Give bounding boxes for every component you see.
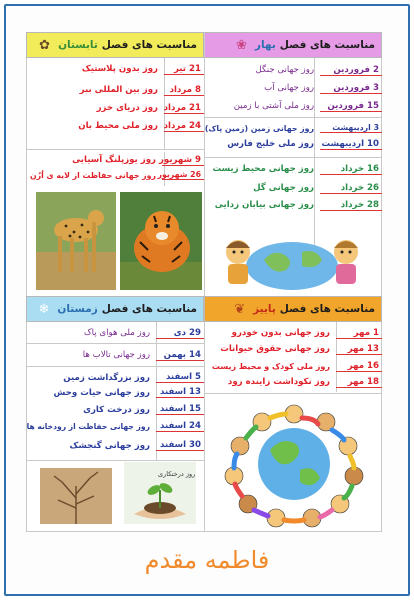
autumn-row-3 <box>204 359 382 373</box>
winter-event-6: روز جهانی حفاظت از رودخانه ها <box>26 422 150 431</box>
winter-event-3: روز بزرگداشت زمین <box>63 372 150 383</box>
cheetah-tiger-illustration <box>36 192 202 290</box>
winter-event-7: روز جهانی گنجشک <box>69 440 150 451</box>
summer-event-4: روز ملی محیط بان <box>78 121 158 131</box>
summer-date-2: 8 مرداد <box>164 85 204 96</box>
spring-row-4 <box>204 121 382 135</box>
autumn-date-3: 16 مهر <box>336 361 382 372</box>
spring-date-6: 16 خرداد <box>320 164 382 175</box>
spring-row-7 <box>204 181 382 195</box>
winter-date-7: 30 اسفند <box>156 440 204 451</box>
winter-panel <box>26 296 204 322</box>
summer-event-2: روز بین المللی ببر <box>79 85 158 95</box>
winter-event-4: روز جهانی حیات وحش <box>53 387 150 398</box>
summer-separator <box>26 149 204 150</box>
winter-row-3 <box>26 371 204 384</box>
autumn-row-2 <box>204 342 382 356</box>
autumn-event-3: روز ملی کودک و محیط زیست <box>211 361 330 371</box>
earth-children-illustration <box>212 222 372 292</box>
summer-date-1: 21 تیر <box>164 64 204 75</box>
summer-date-6: 26 شهریور <box>162 170 204 180</box>
spring-event-4: روز جهانی زمین (زمین پاک) <box>204 123 314 133</box>
summer-row-3 <box>26 101 204 115</box>
winter-event-1: روز ملی هوای پاک <box>83 328 150 338</box>
spring-date-4: 3 اردیبهشت <box>320 123 382 133</box>
summer-header <box>26 32 204 58</box>
winter-row-6 <box>26 420 204 433</box>
spring-event-8: روز جهانی بیابان زدایی <box>214 200 314 210</box>
tree-icon: ❀ <box>236 37 247 53</box>
winter-date-3: 5 اسفند <box>156 372 204 383</box>
summer-date-5: 9 شهریور <box>162 155 204 166</box>
spring-date-8: 28 خرداد <box>320 200 382 211</box>
snowflake-icon: ❄ <box>38 301 50 317</box>
autumn-panel <box>204 296 382 322</box>
autumn-event-4: روز نکوداشت زاینده رود <box>227 377 330 387</box>
winter-separator-3 <box>26 460 204 461</box>
spring-season: بهار <box>254 39 276 51</box>
autumn-row-1 <box>204 326 382 340</box>
spring-event-5: روز ملی خلیج فارس <box>227 139 314 149</box>
spring-row-6 <box>204 162 382 176</box>
spring-date-1: 2 فروردین <box>320 65 382 76</box>
spring-date-3: 15 فروردین <box>320 101 382 112</box>
winter-date-6: 24 اسفند <box>156 421 204 432</box>
winter-row-5 <box>26 403 204 416</box>
leaf-icon: ❦ <box>234 301 246 317</box>
summer-row-4 <box>26 119 204 133</box>
spring-separator-1 <box>204 117 382 118</box>
spring-event-2: روز جهانی آب <box>264 83 314 93</box>
winter-season: زمستان <box>57 303 98 315</box>
summer-row-6 <box>26 168 204 182</box>
summer-row-2 <box>26 83 204 97</box>
spring-event-3: روز ملی آشتی با زمین <box>233 101 314 111</box>
winter-date-1: 29 دی <box>156 328 204 339</box>
winter-separator-2 <box>26 366 204 367</box>
autumn-event-2: روز جهانی حقوق حیوانات <box>220 344 330 354</box>
spring-date-2: 3 فروردین <box>320 83 382 94</box>
cheetah-tiger-image <box>36 192 202 290</box>
autumn-season: پاییز <box>253 303 276 315</box>
spring-date-5: 10 اردیبهشت <box>320 139 382 150</box>
winter-date-4: 13 اسفند <box>156 387 204 398</box>
autumn-separator <box>204 393 382 394</box>
autumn-date-2: 13 مهر <box>336 344 382 355</box>
spring-event-7: روز جهانی گل <box>253 183 314 193</box>
summer-row-1 <box>26 62 204 76</box>
autumn-date-1: 1 مهر <box>336 328 382 339</box>
spring-row-3 <box>204 99 382 113</box>
seedling-image <box>124 462 196 524</box>
autumn-header <box>204 296 382 322</box>
dry-plant-illustration <box>40 468 112 524</box>
winter-header <box>26 296 204 322</box>
winter-event-5: روز درخت کاری <box>83 404 150 415</box>
spring-row-5 <box>204 137 382 151</box>
spring-title: مناسبت های فصل <box>279 39 375 51</box>
autumn-date-4: 18 مهر <box>336 377 382 388</box>
author-signature: فاطمه مقدم <box>144 546 270 574</box>
summer-title: مناسبت های فصل <box>101 39 197 51</box>
earth-children-image <box>212 222 372 292</box>
spring-row-8 <box>204 198 382 212</box>
dry-plant-image <box>40 468 112 524</box>
winter-separator-1 <box>26 343 204 344</box>
spring-row-2 <box>204 81 382 95</box>
spring-event-1: روز جهانی جنگل <box>255 65 314 75</box>
summer-event-5: روز یوزپلنگ آسیایی <box>72 155 156 165</box>
spring-event-6: روز جهانی محیط زیست <box>212 164 314 174</box>
autumn-title: مناسبت های فصل <box>279 303 375 315</box>
winter-row-7 <box>26 439 204 452</box>
seedling-caption: روز درختکاری <box>158 470 196 478</box>
summer-event-6: روز جهانی حفاظت از لایه ی اُزُن <box>30 170 156 180</box>
winter-row-4 <box>26 386 204 399</box>
summer-row-5 <box>26 153 204 167</box>
spring-row-1 <box>204 63 382 77</box>
summer-event-1: روز بدون پلاستیک <box>81 64 158 74</box>
winter-title: مناسبت های فصل <box>101 303 197 315</box>
winter-row-1 <box>26 326 204 340</box>
summer-season: تابستان <box>58 39 98 51</box>
summer-date-4: 24 مرداد <box>164 121 204 132</box>
autumn-event-1: روز جهانی بدون خودرو <box>231 328 330 338</box>
spring-separator-2 <box>204 157 382 158</box>
kids-globe-image <box>214 400 374 528</box>
winter-date-2: 14 بهمن <box>156 350 204 361</box>
winter-date-5: 15 اسفند <box>156 404 204 415</box>
summer-date-3: 21 مرداد <box>164 103 204 114</box>
winter-row-2 <box>26 348 204 362</box>
flower-icon: ✿ <box>39 37 51 53</box>
spring-date-7: 26 خرداد <box>320 183 382 194</box>
autumn-row-4 <box>204 375 382 389</box>
summer-event-3: روز دریای خزر <box>96 103 158 113</box>
kids-globe-illustration <box>214 400 374 528</box>
winter-event-2: روز جهانی تالاب ها <box>82 350 150 360</box>
spring-header <box>204 32 382 58</box>
